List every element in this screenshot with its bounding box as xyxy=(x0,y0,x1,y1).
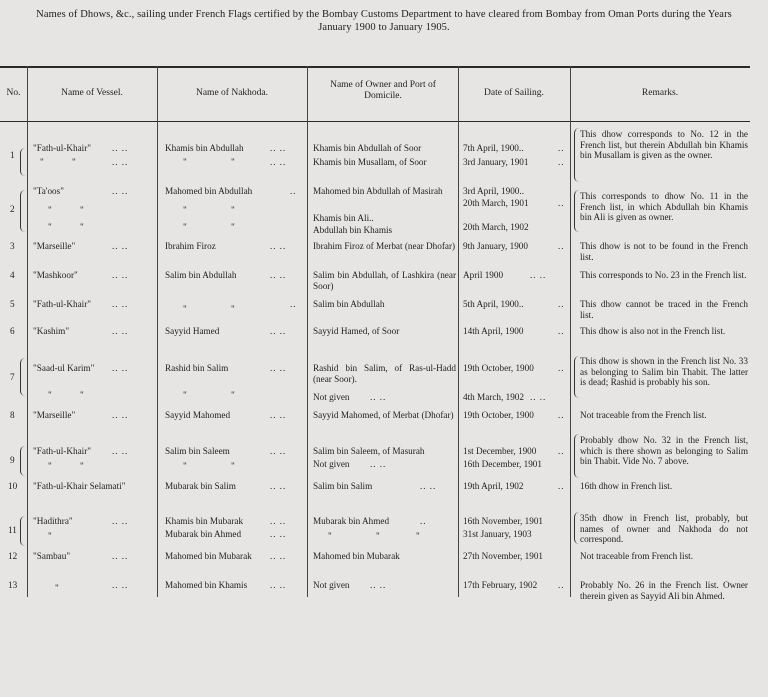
sailing-date: 17th February, 1902 xyxy=(463,580,538,590)
sailing-date: 3rd April, 1900.. xyxy=(463,186,524,196)
column-rule xyxy=(458,66,459,597)
row-number: 8 xyxy=(10,410,15,420)
leader-dots: .. xyxy=(558,410,565,420)
leader-dots: .. .. xyxy=(370,580,387,590)
sailing-date: 20th March, 1902 xyxy=(463,222,529,232)
ditto-mark: " xyxy=(80,390,84,400)
leader-dots: .. .. xyxy=(270,516,287,526)
row-number: 10 xyxy=(8,481,18,491)
leader-dots: .. .. xyxy=(420,481,437,491)
ditto-mark: " xyxy=(48,222,52,232)
nakhoda-name: Rashid bin Salim xyxy=(165,363,229,373)
leader-dots: .. .. xyxy=(270,410,287,420)
leader-dots: .. .. xyxy=(270,241,287,251)
vessel-name: "Marseille" xyxy=(33,410,76,420)
leader-dots: .. .. xyxy=(112,580,129,590)
row-number: 2 xyxy=(10,204,15,214)
column-rule xyxy=(157,66,158,597)
remarks: 35th dhow in French list, probably, but names of owner and Nakhoda do not correspond. xyxy=(580,513,748,545)
sailing-date: 16th December, 1901 xyxy=(463,459,542,469)
leader-dots: .. .. xyxy=(370,459,387,469)
leader-dots: .. .. xyxy=(270,481,287,491)
ditto-mark: " xyxy=(231,461,235,471)
sailing-date: 27th November, 1901 xyxy=(463,551,544,561)
leader-dots: .. .. xyxy=(370,392,387,402)
leader-dots: .. .. xyxy=(112,363,129,373)
sailing-date: 20th March, 1901 xyxy=(463,198,529,208)
ditto-mark: " xyxy=(183,390,187,400)
sailing-date: 19th April, 1902 xyxy=(463,481,524,491)
nakhoda-name: Mahomed bin Khamis xyxy=(165,580,248,590)
ditto-mark: " xyxy=(183,461,187,471)
sailing-date: 19th October, 1900 xyxy=(463,410,534,420)
vessel-name: "Hadithra" xyxy=(33,516,73,526)
remarks: Not traceable from the French list. xyxy=(580,410,707,420)
sailing-date: 4th March, 1902 xyxy=(463,392,524,402)
sailing-date: 31st January, 1903 xyxy=(463,529,532,539)
header-top-rule xyxy=(0,66,750,68)
remarks: This dhow corresponds to No. 12 in the French list, but therein Abdullah bin Khamis bin Musallam is given as the owner. xyxy=(580,129,748,161)
ditto-mark: " xyxy=(231,157,235,167)
owner-name: Mahomed bin Mubarak xyxy=(313,551,400,561)
leader-dots: .. xyxy=(558,157,565,167)
header-owner: Name of Owner and Port of Domicile. xyxy=(330,80,436,101)
leader-dots: .. .. xyxy=(270,529,287,539)
ditto-mark: " xyxy=(48,461,52,471)
leader-dots: .. xyxy=(558,143,565,153)
sailing-date: 9th January, 1900 xyxy=(463,241,528,251)
owner-name: Ibrahim Firoz of Merbat (near Dhofar) xyxy=(313,241,456,251)
sailing-date: 14th April, 1900 xyxy=(463,326,524,336)
column-rule xyxy=(27,66,28,597)
leader-dots: .. .. xyxy=(112,516,129,526)
owner-name: Sayyid Mahomed, of Merbat (Dhofar) xyxy=(313,410,454,420)
ditto-mark: " xyxy=(80,205,84,215)
leader-dots: .. xyxy=(290,299,297,309)
leader-dots: .. xyxy=(558,326,565,336)
owner-name: Sayyid Hamed, of Soor xyxy=(313,326,400,336)
ditto-mark: " xyxy=(231,390,235,400)
ditto-mark: " xyxy=(48,205,52,215)
leader-dots: .. xyxy=(420,516,427,526)
leader-dots: .. .. xyxy=(270,446,287,456)
row-number: 5 xyxy=(10,299,15,309)
owner-name: Salim bin Saleem, of Masurah xyxy=(313,446,425,456)
ditto-mark: " xyxy=(40,157,44,167)
remarks: This dhow cannot be traced in the French list. xyxy=(580,299,748,320)
sailing-date: 5th April, 1900.. xyxy=(463,299,524,309)
row-number: 6 xyxy=(10,326,15,336)
header-date: Date of Sailing. xyxy=(484,88,544,98)
ditto-mark: " xyxy=(416,531,420,541)
ditto-mark: " xyxy=(183,304,187,314)
leader-dots: .. xyxy=(558,580,565,590)
nakhoda-name: Sayyid Mahomed xyxy=(165,410,231,420)
nakhoda-name: Khamis bin Mubarak xyxy=(165,516,244,526)
sailing-date: 16th November, 1901 xyxy=(463,516,544,526)
leader-dots: .. .. xyxy=(112,241,129,251)
leader-dots: .. .. xyxy=(112,270,129,280)
column-rule xyxy=(570,66,571,597)
nakhoda-name: Khamis bin Abdullah xyxy=(165,143,244,153)
remarks: This corresponds to dhow No. 11 in the French list, in which Abdullah bin Khamis bin Ali is given as owner. xyxy=(580,191,748,223)
ditto-mark: " xyxy=(72,157,76,167)
leader-dots: .. .. xyxy=(112,446,129,456)
owner-name: Abdullah bin Khamis xyxy=(313,225,393,235)
ditto-mark: " xyxy=(231,222,235,232)
nakhoda-name: Salim bin Abdullah xyxy=(165,270,237,280)
header-vessel: Name of Vessel. xyxy=(61,88,123,98)
ditto-mark: " xyxy=(55,583,59,593)
sailing-date: 1st December, 1900 xyxy=(463,446,537,456)
leader-dots: .. .. xyxy=(112,157,129,167)
remarks: Not traceable from French list. xyxy=(580,551,694,561)
vessel-name: "Fath-ul-Khair" xyxy=(33,143,92,153)
leader-dots: .. .. xyxy=(270,157,287,167)
leader-dots: .. .. xyxy=(270,551,287,561)
remarks: Probably No. 26 in the French list. Owner therein given as Sayyid Ali bin Ahmed. xyxy=(580,580,748,601)
sailing-date: 3rd January, 1901 xyxy=(463,157,529,167)
owner-name: Not given xyxy=(313,580,350,590)
ditto-mark: " xyxy=(183,222,187,232)
nakhoda-name: Mubarak bin Ahmed xyxy=(165,529,242,539)
leader-dots: .. .. xyxy=(270,326,287,336)
ditto-mark: " xyxy=(48,390,52,400)
row-number: 12 xyxy=(8,551,18,561)
owner-name: Mubarak bin Ahmed xyxy=(313,516,390,526)
remarks: This dhow is also not in the French list. xyxy=(580,326,726,336)
nakhoda-name: Salim bin Saleem xyxy=(165,446,230,456)
owner-name: Not given xyxy=(313,392,350,402)
leader-dots: .. xyxy=(558,241,565,251)
ditto-mark: " xyxy=(80,461,84,471)
ditto-mark: " xyxy=(376,531,380,541)
sailing-date: April 1900 xyxy=(463,270,504,280)
vessel-name: "Saad-ul Karim" xyxy=(33,363,95,373)
remarks: Probably dhow No. 32 in the French list, which is there shown as belonging to Salim bin Thabit. Vide No. 7 above. xyxy=(580,435,748,467)
owner-name: Khamis bin Abdullah of Soor xyxy=(313,143,422,153)
leader-dots: .. .. xyxy=(112,410,129,420)
leader-dots: .. .. xyxy=(270,580,287,590)
leader-dots: .. xyxy=(558,481,565,491)
leader-dots: .. .. xyxy=(112,186,129,196)
owner-name: Khamis bin Musallam, of Soor xyxy=(313,157,427,167)
leader-dots: .. .. xyxy=(270,363,287,373)
row-brace xyxy=(20,148,26,176)
row-number: 9 xyxy=(10,455,15,465)
leader-dots: .. .. xyxy=(112,551,129,561)
ditto-mark: " xyxy=(231,304,235,314)
ditto-mark: " xyxy=(80,222,84,232)
row-brace xyxy=(20,358,26,396)
vessel-name: "Ta'oos" xyxy=(33,186,64,196)
vessel-name: "Fath-ul-Khair Selamati" xyxy=(33,481,126,491)
leader-dots: .. xyxy=(558,446,565,456)
leader-dots: .. xyxy=(558,363,565,373)
leader-dots: .. xyxy=(290,186,297,196)
nakhoda-name: Mahomed bin Abdullah xyxy=(165,186,253,196)
row-brace xyxy=(20,190,26,232)
ditto-mark: " xyxy=(183,205,187,215)
row-number: 11 xyxy=(8,525,17,535)
leader-dots: .. .. xyxy=(112,143,129,153)
sailing-date: 7th April, 1900.. xyxy=(463,143,524,153)
ditto-mark: " xyxy=(48,531,52,541)
remarks: This dhow is not to be found in the French list. xyxy=(580,241,748,262)
leader-dots: .. .. xyxy=(112,299,129,309)
owner-name: Salim bin Abdullah, of Lashkira (near Soor) xyxy=(313,270,456,291)
remarks: This corresponds to No. 23 in the French list. xyxy=(580,270,747,280)
vessel-name: "Fath-ul-Khair" xyxy=(33,299,92,309)
owner-name: Salim bin Abdullah xyxy=(313,299,385,309)
leader-dots: .. xyxy=(558,198,565,208)
vessel-name: "Kashim" xyxy=(33,326,70,336)
ditto-mark: " xyxy=(328,531,332,541)
header-remarks: Remarks. xyxy=(641,88,679,98)
vessel-name: "Mashkoor" xyxy=(33,270,78,280)
nakhoda-name: Sayyid Hamed xyxy=(165,326,220,336)
table-caption: Names of Dhows, &c., sailing under French Flags certified by the Bombay Customs Department to have cleared from Bombay from Oman Ports during the Years January 1900 to January 1905. xyxy=(36,9,732,33)
owner-name: Mahomed bin Abdullah of Masirah xyxy=(313,186,443,196)
nakhoda-name: Ibrahim Firoz xyxy=(165,241,216,251)
vessel-name: "Sambau" xyxy=(33,551,71,561)
owner-name: Salim bin Salim xyxy=(313,481,373,491)
leader-dots: .. .. xyxy=(270,143,287,153)
leader-dots: .. xyxy=(558,299,565,309)
leader-dots: .. .. xyxy=(270,270,287,280)
owner-name: Khamis bin Ali.. xyxy=(313,213,374,223)
row-number: 13 xyxy=(8,580,18,590)
remarks: This dhow is shown in the French list No. 33 as belonging to Salim bin Thabit. The latter is dead; Rashid is probably his son. xyxy=(580,356,748,388)
row-number: 7 xyxy=(10,372,15,382)
header-nakhoda: Name of Nakhoda. xyxy=(195,88,268,98)
header-no: No. xyxy=(6,88,21,98)
row-number: 3 xyxy=(10,241,15,251)
nakhoda-name: Mahomed bin Mubarak xyxy=(165,551,252,561)
vessel-name: "Fath-ul-Khair" xyxy=(33,446,92,456)
ditto-mark: " xyxy=(231,205,235,215)
owner-name: Rashid bin Salim, of Ras-ul-Hadd (near Soor). xyxy=(313,363,456,384)
header-bottom-rule xyxy=(0,121,750,122)
leader-dots: .. .. xyxy=(530,392,547,402)
nakhoda-name: Mubarak bin Salim xyxy=(165,481,236,491)
row-number: 4 xyxy=(10,270,15,280)
leader-dots: .. .. xyxy=(530,270,547,280)
row-brace xyxy=(20,516,26,546)
sailing-date: 19th October, 1900 xyxy=(463,363,534,373)
vessel-name: "Marseille" xyxy=(33,241,76,251)
row-brace xyxy=(20,446,26,476)
column-rule xyxy=(307,66,308,597)
remarks: 16th dhow in French list. xyxy=(580,481,673,491)
leader-dots: .. .. xyxy=(112,326,129,336)
row-number: 1 xyxy=(10,150,15,160)
ditto-mark: " xyxy=(183,157,187,167)
owner-name: Not given xyxy=(313,459,350,469)
